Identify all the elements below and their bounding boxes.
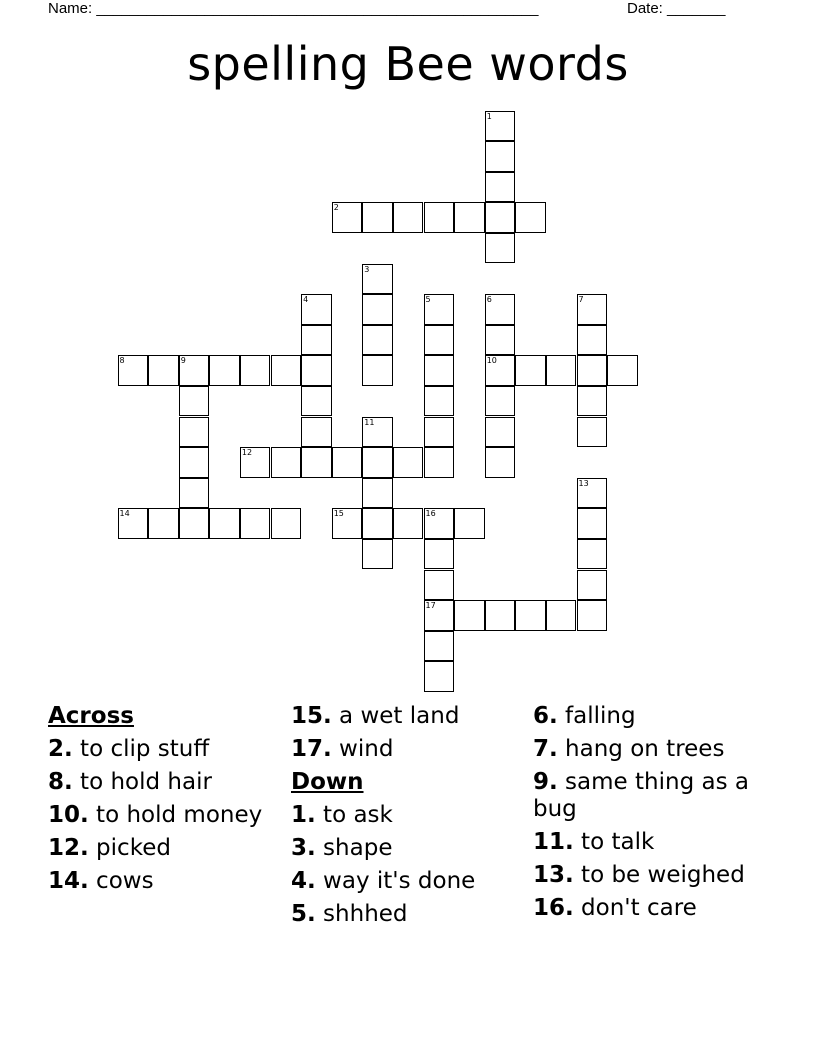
clue-number: 13 (578, 478, 589, 488)
grid-cell[interactable] (148, 355, 179, 386)
grid-cell[interactable] (485, 294, 516, 325)
grid-cell[interactable] (240, 447, 271, 478)
clue-text: cows (88, 868, 154, 894)
grid-cell[interactable] (485, 141, 516, 172)
clue-item (291, 802, 531, 829)
grid-cell[interactable] (577, 600, 608, 631)
clue-item (533, 829, 773, 856)
grid-cell[interactable] (577, 539, 608, 570)
grid-cell[interactable] (515, 600, 546, 631)
clue-text: to be weighed (573, 862, 745, 888)
clue-number: 16 (425, 509, 436, 519)
grid-cell[interactable] (362, 478, 393, 509)
grid-cell[interactable] (485, 202, 516, 233)
grid-cell[interactable] (577, 478, 608, 509)
clue-number: 1. (291, 802, 316, 828)
grid-cell[interactable] (577, 294, 608, 325)
clue-number: 11 (364, 417, 375, 427)
grid-cell[interactable] (485, 447, 516, 478)
grid-cell[interactable] (179, 447, 210, 478)
grid-cell[interactable] (301, 294, 332, 325)
grid-cell[interactable] (424, 325, 455, 356)
clue-number: 8 (119, 356, 125, 366)
grid-cell[interactable] (485, 172, 516, 203)
grid-cell[interactable] (179, 508, 210, 539)
grid-cell[interactable] (577, 355, 608, 386)
clue-text: falling (557, 703, 636, 729)
clue-number: 13. (533, 862, 574, 888)
name-field[interactable]: Name: _____________________________________________________ (48, 0, 539, 17)
grid-cell[interactable] (485, 417, 516, 448)
clue-text: to ask (315, 802, 393, 828)
clue-number: 15 (333, 509, 344, 519)
grid-cell[interactable] (485, 233, 516, 264)
clue-item (48, 868, 288, 895)
grid-cell[interactable] (424, 600, 455, 631)
grid-cell[interactable] (240, 355, 271, 386)
clue-number: 15. (291, 703, 332, 729)
clue-number: 17. (291, 736, 332, 762)
grid-cell[interactable] (271, 447, 302, 478)
clue-number: 3. (291, 835, 316, 861)
clues-column-3 (533, 703, 773, 928)
clue-text: don't care (573, 895, 697, 921)
clue-number: 12. (48, 835, 89, 861)
clue-number: 17 (425, 601, 436, 611)
grid-cell[interactable] (393, 202, 424, 233)
grid-cell[interactable] (301, 417, 332, 448)
grid-cell[interactable] (424, 355, 455, 386)
clue-item (291, 703, 531, 730)
clue-number: 7 (578, 295, 584, 305)
clue-text: to clip stuff (72, 736, 210, 762)
clue-text: same thing as a bug (533, 769, 749, 822)
clue-text: a wet land (331, 703, 460, 729)
grid-cell[interactable] (393, 447, 424, 478)
clue-text: to talk (573, 829, 655, 855)
grid-cell[interactable] (362, 508, 393, 539)
clues-column-2 (291, 703, 531, 934)
clue-number: 14. (48, 868, 89, 894)
grid-cell[interactable] (362, 539, 393, 570)
grid-cell[interactable] (424, 508, 455, 539)
clues-column-1 (48, 703, 288, 901)
grid-cell[interactable] (454, 600, 485, 631)
clue-text: to hold hair (72, 769, 212, 795)
grid-cell[interactable] (179, 386, 210, 417)
clue-item (291, 835, 531, 862)
clue-number: 2. (48, 736, 73, 762)
clue-number: 5 (425, 295, 431, 305)
grid-cell[interactable] (362, 294, 393, 325)
grid-cell[interactable] (301, 447, 332, 478)
grid-cell[interactable] (271, 508, 302, 539)
puzzle-title: spelling Bee words (187, 37, 629, 91)
grid-cell[interactable] (362, 355, 393, 386)
grid-cell[interactable] (424, 539, 455, 570)
grid-cell[interactable] (424, 661, 455, 692)
clue-text: picked (88, 835, 171, 861)
grid-cell[interactable] (577, 570, 608, 601)
clue-item (533, 703, 773, 730)
grid-cell[interactable] (607, 355, 638, 386)
clue-text: to hold money (88, 802, 263, 828)
clue-text: way it's done (315, 868, 476, 894)
clue-item (48, 835, 288, 862)
clue-number: 9 (180, 356, 186, 366)
clue-item (48, 736, 288, 763)
clue-text: shhhed (315, 901, 408, 927)
grid-cell[interactable] (424, 294, 455, 325)
clue-item (48, 769, 288, 796)
grid-cell[interactable] (424, 417, 455, 448)
grid-cell[interactable] (148, 508, 179, 539)
grid-cell[interactable] (332, 447, 363, 478)
clue-item (291, 868, 531, 895)
grid-cell[interactable] (362, 264, 393, 295)
grid-cell[interactable] (424, 386, 455, 417)
grid-cell[interactable] (301, 325, 332, 356)
grid-cell[interactable] (485, 325, 516, 356)
clue-number: 3 (364, 264, 370, 274)
grid-cell[interactable] (179, 355, 210, 386)
grid-cell[interactable] (179, 417, 210, 448)
clue-text: shape (315, 835, 393, 861)
clue-item (533, 895, 773, 922)
grid-cell[interactable] (454, 202, 485, 233)
grid-cell[interactable] (454, 508, 485, 539)
grid-cell[interactable] (118, 508, 149, 539)
grid-cell[interactable] (240, 508, 271, 539)
grid-cell[interactable] (485, 600, 516, 631)
grid-cell[interactable] (485, 111, 516, 142)
grid-cell[interactable] (515, 202, 546, 233)
grid-cell[interactable] (577, 417, 608, 448)
grid-cell[interactable] (179, 478, 210, 509)
grid-cell[interactable] (515, 355, 546, 386)
grid-cell[interactable] (424, 447, 455, 478)
grid-cell[interactable] (424, 570, 455, 601)
grid-cell[interactable] (301, 355, 332, 386)
clue-number: 4 (303, 295, 309, 305)
grid-cell[interactable] (546, 355, 577, 386)
clue-item (533, 769, 773, 823)
grid-cell[interactable] (209, 508, 240, 539)
grid-cell[interactable] (362, 325, 393, 356)
clue-number: 11. (533, 829, 574, 855)
grid-cell[interactable] (546, 600, 577, 631)
clue-number: 9. (533, 769, 558, 795)
clue-number: 16. (533, 895, 574, 921)
grid-cell[interactable] (271, 355, 302, 386)
clue-number: 12 (241, 448, 253, 458)
clue-item (48, 802, 288, 829)
clue-item (291, 736, 531, 763)
grid-cell[interactable] (332, 508, 363, 539)
across-heading: Across (48, 703, 134, 729)
clue-text: wind (331, 736, 394, 762)
grid-cell[interactable] (577, 386, 608, 417)
down-heading: Down (291, 769, 364, 795)
clue-number: 8. (48, 769, 73, 795)
clue-number: 10 (486, 356, 497, 366)
clue-number: 2 (333, 203, 339, 213)
clue-item (291, 901, 531, 928)
clue-number: 4. (291, 868, 316, 894)
clue-number: 14 (119, 509, 130, 519)
grid-cell[interactable] (424, 202, 455, 233)
grid-cell[interactable] (577, 508, 608, 539)
grid-cell[interactable] (424, 631, 455, 662)
grid-cell[interactable] (301, 386, 332, 417)
clue-number: 7. (533, 736, 558, 762)
clue-item (533, 736, 773, 763)
grid-cell[interactable] (209, 355, 240, 386)
grid-cell[interactable] (485, 355, 516, 386)
grid-cell[interactable] (332, 202, 363, 233)
grid-cell[interactable] (393, 508, 424, 539)
grid-cell[interactable] (577, 325, 608, 356)
clue-number: 10. (48, 802, 89, 828)
clue-number: 6 (486, 295, 492, 305)
clue-item (533, 862, 773, 889)
grid-cell[interactable] (118, 355, 149, 386)
clue-number: 6. (533, 703, 558, 729)
grid-cell[interactable] (485, 386, 516, 417)
date-field[interactable]: Date: _______ (627, 0, 726, 17)
grid-cell[interactable] (362, 447, 393, 478)
clue-text: hang on trees (557, 736, 725, 762)
clue-number: 1 (486, 111, 492, 121)
grid-cell[interactable] (362, 417, 393, 448)
grid-cell[interactable] (362, 202, 393, 233)
clue-number: 5. (291, 901, 316, 927)
